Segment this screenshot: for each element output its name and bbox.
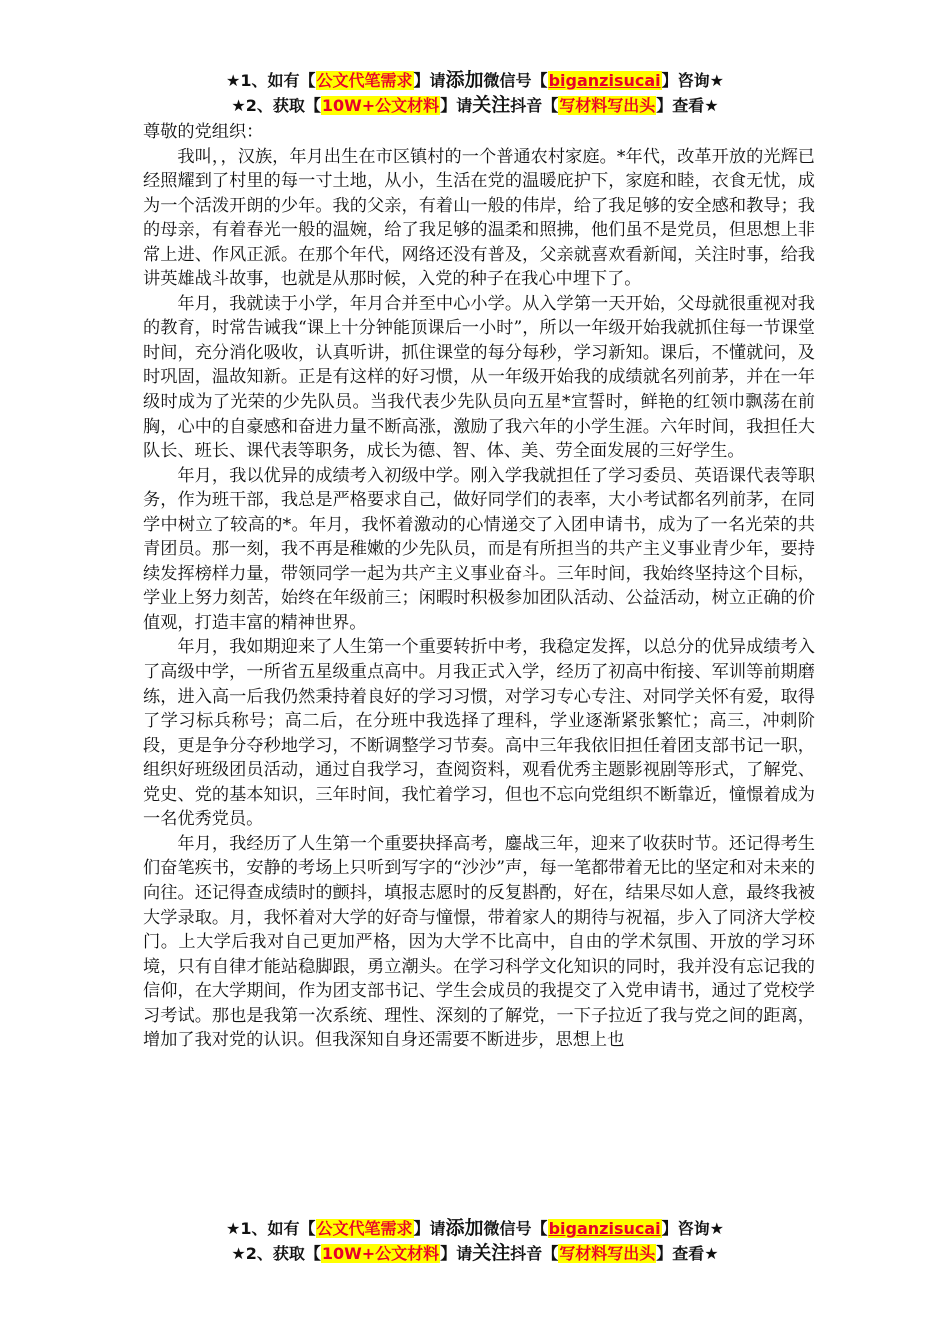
promo-text: 抖音【 <box>510 1244 559 1263</box>
promo-line-1 <box>0 1216 950 1241</box>
promo-emphasis: 添加 <box>445 69 484 91</box>
promo-text: 】请 <box>440 1244 473 1263</box>
promo-line-1 <box>0 68 950 93</box>
promo-text: ★2、获取【 <box>231 1244 321 1263</box>
promo-text: 】查看★ <box>656 96 719 115</box>
promo-banner-bottom <box>0 1216 950 1266</box>
promo-text: 】咨询★ <box>661 71 724 90</box>
promo-text: 抖音【 <box>510 96 559 115</box>
promo-text: ★1、如有【 <box>226 1219 316 1238</box>
promo-line-2 <box>0 93 950 118</box>
paragraph: 年月，我以优异的成绩考入初级中学。刚入学我就担任了学习委员、英语课代表等职务，作为班干部，我总是严格要求自己，做好同学们的表率，大小考试都名列前茅，在同学中树立了较高的*。年月，我怀着激动的心情递交了入团申请书，成为了一名光荣的共青团员。那一刻，我不再是稚嫩的少先队员，而是有所担当的共产主义事业青少年，要持续发挥榜样力量，带领同学一起为共产主义事业奋斗。三年时间，我始终坚持这个目标，学业上努力刻苦，始终在年级前三；闲暇时积极参加团队活动、公益活动，树立正确的价值观，打造丰富的精神世界。 <box>143 465 815 633</box>
promo-highlight: 10W+公文材料 <box>321 1244 440 1263</box>
promo-line-2 <box>0 1241 950 1266</box>
paragraph: 年月，我如期迎来了人生第一个重要转折中考，我稳定发挥，以总分的优异成绩考入了高级中学，一所省五星级重点高中。月我正式入学，经历了初高中衔接、军训等前期磨练，进入高一后我仍然秉持着良好的学习习惯，对学习专心专注、对同学关怀有爱，取得了学习标兵称号；高二后，在分班中我选择了理科，学业逐渐紧张繁忙；高三，冲刺阶段，更是争分夺秒地学习，不断调整学习节奏。高中三年我依旧担任着团支部书记一职，组织好班级团员活动，通过自我学习，查阅资料，观看优秀主题影视剧等形式，了解党、党史、党的基本知识，三年时间，我忙着学习，但也不忘向党组织不断靠近，憧憬着成为一名优秀党员。 <box>143 637 815 830</box>
douyin-account-highlight: 写材料写出头 <box>559 96 656 115</box>
promo-emphasis: 添加 <box>445 1217 484 1239</box>
wechat-id-link[interactable]: biganzisucai <box>548 71 661 90</box>
promo-text: 微信号【 <box>483 1219 548 1238</box>
promo-text: 】咨询★ <box>661 1219 724 1238</box>
promo-text: ★2、获取【 <box>231 96 321 115</box>
paragraph: 我叫，，汉族，年月出生在市区镇村的一个普通农村家庭。*年代，改革开放的光辉已经照耀到了村里的每一寸土地，从小，生活在党的温暖庇护下，家庭和睦，衣食无忧，成为一个活泼开朗的少年。我的父亲，有着山一般的伟岸，给了我足够的安全感和教导；我的母亲，有着春光一般的温婉，给了我足够的温柔和照拂，他们虽不是党员，但思想上非常上进、作风正派。在那个年代，网络还没有普及，父亲就喜欢看新闻，关注时事，给我讲英雄战斗故事，也就是从那时候，入党的种子在我心中埋下了。 <box>143 146 815 290</box>
promo-highlight: 10W+公文材料 <box>321 96 440 115</box>
promo-text: 】请 <box>413 1219 446 1238</box>
promo-text: 】请 <box>440 96 473 115</box>
wechat-id-link[interactable]: biganzisucai <box>548 1219 661 1238</box>
promo-emphasis: 关注 <box>472 94 511 116</box>
document-body <box>143 120 815 1053</box>
promo-text: 】查看★ <box>656 1244 719 1263</box>
salutation: 尊敬的党组织： <box>143 122 264 142</box>
promo-text: 】请 <box>413 71 446 90</box>
promo-text: ★1、如有【 <box>226 71 316 90</box>
promo-highlight: 公文代笔需求 <box>316 1219 413 1238</box>
paragraph: 年月，我经历了人生第一个重要抉择高考，鏖战三年，迎来了收获时节。还记得考生们奋笔疾书，安静的考场上只听到写字的“沙沙”声，每一笔都带着无比的坚定和对未来的向往。还记得查成绩时的颤抖，填报志愿时的反复斟酌，好在，结果尽如人意，最终我被大学录取。月，我怀着对大学的好奇与憧憬，带着家人的期待与祝福，步入了同济大学校门。上大学后我对自己更加严格，因为大学不比高中，自由的学术氛围、开放的学习环境，只有自律才能站稳脚跟，勇立潮头。在学习科学文化知识的同时，我并没有忘记我的信仰，在大学期间，作为团支部书记、学生会成员的我提交了入党申请书，通过了党校学习考试。那也是我第一次系统、理性、深刻的了解党，一下子拉近了我与党之间的距离，增加了我对党的认识。但我深知自身还需要不断进步，思想上也 <box>143 833 815 1051</box>
douyin-account-highlight: 写材料写出头 <box>559 1244 656 1263</box>
paragraph: 年月，我就读于小学，年月合并至中心小学。从入学第一天开始，父母就很重视对我的教育，时常告诫我“课上十分钟能顶课后一小时”，所以一年级开始我就抓住每一节课堂时间，充分消化吸收，认真听讲，抓住课堂的每分每秒，学习新知。课后，不懂就问，及时巩固，温故知新。正是有这样的好习惯，从一年级开始我的成绩就名列前茅，并在一年级时成为了光荣的少先队员。当我代表少先队员向五星*宣誓时，鲜艳的红领巾飘荡在前胸，心中的自豪感和奋进力量不断高涨，激励了我六年的小学生涯。六年时间，我担任大队长、班长、课代表等职务，成长为德、智、体、美、劳全面发展的三好学生。 <box>143 293 815 462</box>
promo-emphasis: 关注 <box>472 1242 511 1264</box>
promo-text: 微信号【 <box>483 71 548 90</box>
promo-banner-top <box>0 68 950 118</box>
promo-highlight: 公文代笔需求 <box>316 71 413 90</box>
